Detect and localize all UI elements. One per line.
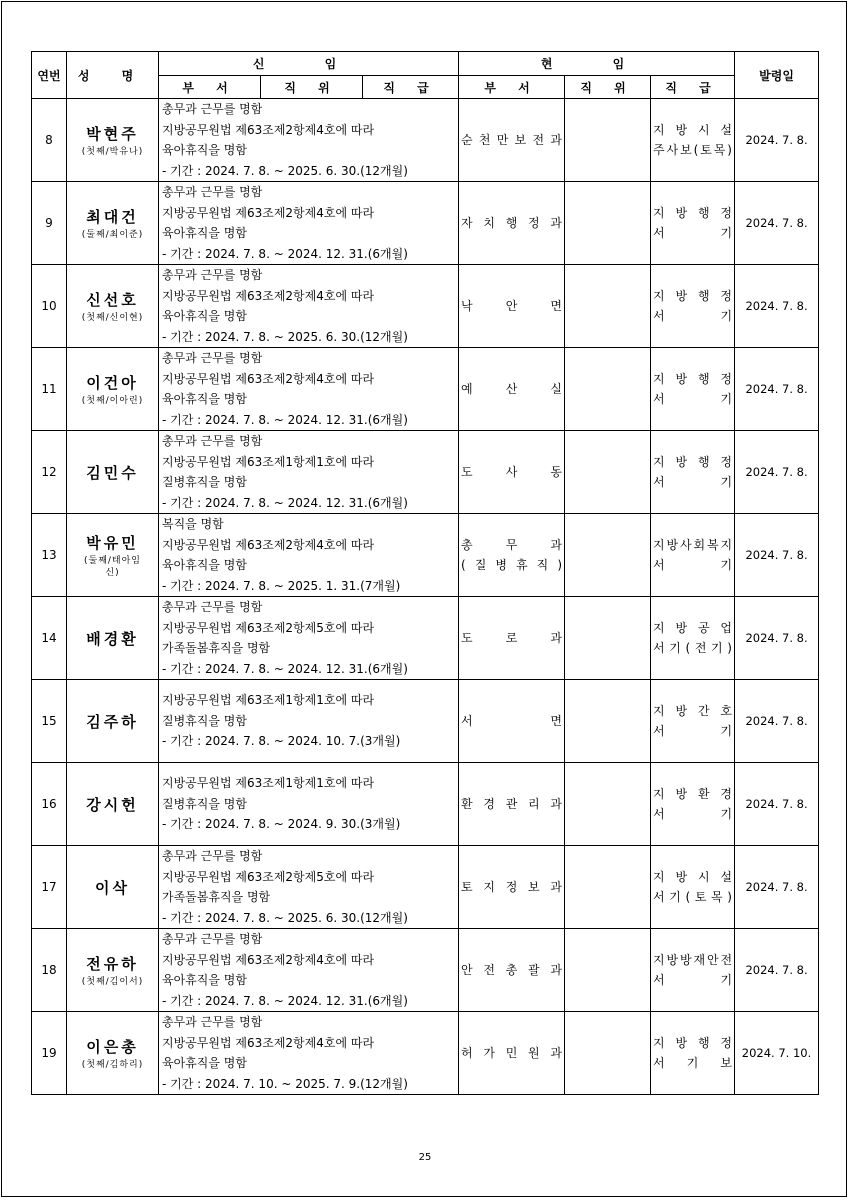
detail-line: - 기간 : 2024. 7. 8. ~ 2025. 1. 31.(7개월) — [162, 578, 401, 593]
header-new-grade: 직 급 — [363, 76, 459, 99]
person-note: (첫째/김이서) — [81, 976, 144, 987]
detail-line: 질병휴직을 명함 — [162, 475, 247, 489]
current-grade-line: 주 사 보 ( 토 목 ) — [653, 143, 732, 157]
appointment-date: 2024. 7. 8. — [735, 514, 819, 597]
person-cell — [67, 99, 159, 182]
new-appointment-details — [159, 265, 459, 348]
detail-line: 육아휴직을 명함 — [162, 973, 247, 987]
current-dept-line: 순 천 만 보 전 과 — [461, 133, 562, 147]
current-dept-line: 낙 안 면 — [461, 299, 563, 313]
detail-line: 총무과 근무를 명함 — [162, 1015, 263, 1029]
detail-line: 가족돌봄휴직을 명함 — [162, 641, 271, 655]
detail-line: 육아휴직을 명함 — [162, 226, 247, 240]
current-grade-line: 지 방 사 회 복 지 — [653, 538, 733, 552]
detail-line: 질병휴직을 명함 — [162, 713, 247, 728]
person-name: 전유하 — [86, 954, 139, 973]
person-cell — [67, 348, 159, 431]
person-note: (첫째/김하리) — [81, 1059, 144, 1070]
detail-line: 지방공무원법 제63조제1항제1호에 따라 — [162, 693, 375, 708]
detail-line: - 기간 : 2024. 7. 8. ~ 2024. 12. 31.(6개월) — [162, 412, 408, 427]
current-position — [565, 99, 651, 182]
row-number: 9 — [32, 182, 67, 265]
header-name: 성 명 — [67, 52, 159, 99]
detail-line: 지방공무원법 제63조제2항제4호에 따라 — [162, 1035, 375, 1050]
current-grade-line: 서 기 — [653, 973, 733, 987]
row-number: 13 — [32, 514, 67, 597]
current-grade — [651, 348, 735, 431]
current-grade-line: 지 방 공 업 — [653, 621, 733, 635]
current-position — [565, 1012, 651, 1095]
table-row — [32, 514, 819, 597]
person-name: 이건아 — [86, 373, 139, 392]
row-number: 16 — [32, 763, 67, 846]
table-row — [32, 348, 819, 431]
current-position — [565, 431, 651, 514]
current-grade-line: 지 방 행 정 — [653, 455, 733, 469]
person-note: (둘째/최이준) — [81, 229, 144, 240]
row-number: 18 — [32, 929, 67, 1012]
person-cell — [67, 929, 159, 1012]
appointment-date: 2024. 7. 8. — [735, 265, 819, 348]
detail-line: 지방공무원법 제63조제2항제5호에 따라 — [162, 620, 375, 635]
new-appointment-details — [159, 1012, 459, 1095]
detail-line: - 기간 : 2024. 7. 8. ~ 2024. 9. 30.(3개월) — [162, 817, 401, 832]
appointment-date: 2024. 7. 8. — [735, 99, 819, 182]
current-dept — [459, 431, 565, 514]
current-position — [565, 514, 651, 597]
current-dept-line: 자 치 행 정 과 — [461, 216, 562, 230]
person-name: 박현주 — [86, 124, 139, 143]
detail-line: 지방공무원법 제63조제2항제4호에 따라 — [162, 205, 375, 220]
header-new-group: 신 임 — [159, 52, 459, 76]
header-current-group: 현 임 — [459, 52, 735, 76]
detail-line: 지방공무원법 제63조제1항제1호에 따라 — [162, 776, 375, 791]
current-dept — [459, 182, 565, 265]
row-number: 19 — [32, 1012, 67, 1095]
page-number: 25 — [418, 1152, 432, 1163]
current-grade-line: 서 기 — [653, 309, 733, 323]
detail-line: 총무과 근무를 명함 — [162, 185, 263, 199]
appointment-date: 2024. 7. 8. — [735, 846, 819, 929]
current-dept — [459, 680, 565, 763]
current-grade — [651, 846, 735, 929]
current-dept — [459, 846, 565, 929]
detail-line: 가족돌봄휴직을 명함 — [162, 890, 271, 904]
new-appointment-details — [159, 514, 459, 597]
row-number: 15 — [32, 680, 67, 763]
row-number: 14 — [32, 597, 67, 680]
header-no: 연번 — [32, 52, 67, 99]
current-dept — [459, 99, 565, 182]
current-position — [565, 680, 651, 763]
current-grade-line: 지 방 행 정 — [653, 206, 733, 220]
table-row — [32, 1012, 819, 1095]
current-dept — [459, 763, 565, 846]
detail-line: 육아휴직을 명함 — [162, 1056, 247, 1070]
current-dept — [459, 265, 565, 348]
table-row — [32, 680, 819, 763]
new-appointment-details — [159, 431, 459, 514]
current-grade — [651, 597, 735, 680]
header-current-grade: 직 급 — [651, 76, 735, 99]
current-grade-line: 서 기 — [653, 724, 733, 738]
detail-line: 총무과 근무를 명함 — [162, 932, 263, 946]
person-cell — [67, 514, 159, 597]
detail-line: 지방공무원법 제63조제2항제5호에 따라 — [162, 869, 375, 884]
detail-line: - 기간 : 2024. 7. 8. ~ 2024. 12. 31.(6개월) — [162, 993, 408, 1008]
header-new-position: 직 위 — [261, 76, 363, 99]
current-dept-line: 도 사 동 — [461, 465, 563, 479]
current-grade-line: 서 기 — [653, 807, 733, 821]
person-cell — [67, 182, 159, 265]
detail-line: 총무과 근무를 명함 — [162, 268, 263, 282]
table-row — [32, 265, 819, 348]
detail-line: 지방공무원법 제63조제2항제4호에 따라 — [162, 952, 375, 967]
current-grade — [651, 431, 735, 514]
detail-line: - 기간 : 2024. 7. 8. ~ 2025. 6. 30.(12개월) — [162, 910, 408, 925]
new-appointment-details — [159, 99, 459, 182]
current-dept-line: 토 지 정 보 과 — [461, 880, 562, 894]
row-number: 17 — [32, 846, 67, 929]
person-cell — [67, 846, 159, 929]
current-dept-line: 도 로 과 — [461, 631, 563, 645]
appointment-date: 2024. 7. 8. — [735, 348, 819, 431]
new-appointment-details — [159, 846, 459, 929]
new-appointment-details — [159, 763, 459, 846]
current-grade — [651, 1012, 735, 1095]
current-dept — [459, 514, 565, 597]
table-row — [32, 929, 819, 1012]
current-grade-line: 지 방 시 설 — [653, 870, 733, 884]
table-row — [32, 431, 819, 514]
detail-line: 질병휴직을 명함 — [162, 796, 247, 811]
row-number: 10 — [32, 265, 67, 348]
current-dept-line: ( 질 병 휴 직 ) — [461, 558, 562, 572]
detail-line: 지방공무원법 제63조제2항제4호에 따라 — [162, 288, 375, 303]
person-cell — [67, 763, 159, 846]
current-grade-line: 서 기 — [653, 392, 733, 406]
person-name: 박유민 — [86, 533, 139, 552]
current-grade-line: 서 기 — [653, 226, 733, 240]
appointment-date: 2024. 7. 8. — [735, 597, 819, 680]
person-name: 이은총 — [86, 1037, 139, 1056]
appointment-date: 2024. 7. 8. — [735, 763, 819, 846]
table-row — [32, 846, 819, 929]
header-new-dept: 부 서 — [159, 76, 261, 99]
current-grade — [651, 265, 735, 348]
current-grade-line: 지 방 행 정 — [653, 289, 733, 303]
detail-line: 육아휴직을 명함 — [162, 309, 247, 323]
person-cell — [67, 265, 159, 348]
current-grade — [651, 680, 735, 763]
current-position — [565, 265, 651, 348]
current-dept — [459, 597, 565, 680]
current-position — [565, 597, 651, 680]
person-note: (첫째/박유나) — [81, 146, 144, 157]
detail-line: 육아휴직을 명함 — [162, 558, 247, 572]
current-dept — [459, 1012, 565, 1095]
person-name: 김주하 — [86, 712, 139, 731]
current-grade-line: 지 방 행 정 — [653, 1036, 733, 1050]
table-row — [32, 763, 819, 846]
current-dept-line: 예 산 실 — [461, 382, 563, 396]
current-dept-line: 서 면 — [461, 714, 563, 728]
row-number: 11 — [32, 348, 67, 431]
table-row — [32, 182, 819, 265]
current-grade — [651, 514, 735, 597]
current-position — [565, 763, 651, 846]
person-cell — [67, 597, 159, 680]
table-row — [32, 597, 819, 680]
current-dept-line: 총 무 과 — [461, 538, 563, 552]
person-note: (둘째/태아임신) — [83, 555, 141, 578]
current-grade — [651, 929, 735, 1012]
detail-line: 복직을 명함 — [162, 517, 224, 531]
current-grade-line: 지 방 행 정 — [653, 372, 733, 386]
current-position — [565, 929, 651, 1012]
detail-line: 육아휴직을 명함 — [162, 392, 247, 406]
detail-line: - 기간 : 2024. 7. 8. ~ 2024. 12. 31.(6개월) — [162, 661, 408, 676]
person-note: (첫째/신이현) — [81, 312, 144, 323]
header-current-dept: 부 서 — [459, 76, 565, 99]
detail-line: 지방공무원법 제63조제2항제4호에 따라 — [162, 371, 375, 386]
row-number: 12 — [32, 431, 67, 514]
header-date: 발령일 — [735, 52, 819, 99]
current-position — [565, 182, 651, 265]
current-grade-line: 서 기 ( 전 기 ) — [653, 641, 732, 655]
current-grade — [651, 763, 735, 846]
person-name: 이삭 — [95, 878, 130, 897]
appointment-date: 2024. 7. 8. — [735, 680, 819, 763]
current-position — [565, 348, 651, 431]
current-grade-line: 서 기 — [653, 558, 733, 572]
appointment-date: 2024. 7. 10. — [735, 1012, 819, 1095]
detail-line: - 기간 : 2024. 7. 8. ~ 2025. 6. 30.(12개월) — [162, 329, 408, 344]
person-name: 배경환 — [86, 629, 139, 648]
detail-line: - 기간 : 2024. 7. 8. ~ 2024. 12. 31.(6개월) — [162, 495, 408, 510]
current-grade-line: 서 기 — [653, 475, 733, 489]
new-appointment-details — [159, 182, 459, 265]
detail-line: - 기간 : 2024. 7. 8. ~ 2024. 12. 31.(6개월) — [162, 246, 408, 261]
person-cell — [67, 431, 159, 514]
detail-line: 총무과 근무를 명함 — [162, 600, 263, 614]
detail-line: 지방공무원법 제63조제2항제4호에 따라 — [162, 122, 375, 137]
detail-line: 육아휴직을 명함 — [162, 143, 247, 157]
current-dept — [459, 348, 565, 431]
current-grade-line: 지 방 환 경 — [653, 787, 733, 801]
current-dept-line: 허 가 민 원 과 — [461, 1046, 562, 1060]
person-note: (첫째/이아린) — [81, 395, 144, 406]
row-number: 8 — [32, 99, 67, 182]
current-grade-line: 서 기 ( 토 목 ) — [653, 890, 732, 904]
header-current-position: 직 위 — [565, 76, 651, 99]
table-row — [32, 99, 819, 182]
detail-line: 지방공무원법 제63조제1항제1호에 따라 — [162, 454, 375, 469]
detail-line: 총무과 근무를 명함 — [162, 102, 263, 116]
current-grade-line: 지 방 간 호 — [653, 704, 733, 718]
current-grade — [651, 99, 735, 182]
detail-line: 총무과 근무를 명함 — [162, 849, 263, 863]
current-grade-line: 서 기 보 — [653, 1056, 733, 1070]
current-grade-line: 지 방 방 재 안 전 — [653, 953, 733, 967]
appointment-date: 2024. 7. 8. — [735, 182, 819, 265]
current-dept — [459, 929, 565, 1012]
appointment-date: 2024. 7. 8. — [735, 929, 819, 1012]
new-appointment-details — [159, 929, 459, 1012]
detail-line: - 기간 : 2024. 7. 8. ~ 2024. 10. 7.(3개월) — [162, 734, 401, 749]
detail-line: - 기간 : 2024. 7. 8. ~ 2025. 6. 30.(12개월) — [162, 163, 408, 178]
current-dept-line: 환 경 관 리 과 — [461, 797, 562, 811]
appointment-date: 2024. 7. 8. — [735, 431, 819, 514]
current-grade — [651, 182, 735, 265]
detail-line: 총무과 근무를 명함 — [162, 434, 263, 448]
current-grade-line: 지 방 시 설 — [653, 123, 733, 137]
person-name: 김민수 — [86, 463, 139, 482]
current-position — [565, 846, 651, 929]
detail-line: 지방공무원법 제63조제2항제4호에 따라 — [162, 537, 375, 552]
person-name: 신선호 — [86, 290, 139, 309]
person-cell — [67, 1012, 159, 1095]
person-cell — [67, 680, 159, 763]
detail-line: - 기간 : 2024. 7. 10. ~ 2025. 7. 9.(12개월) — [162, 1076, 408, 1091]
new-appointment-details — [159, 680, 459, 763]
current-dept-line: 안 전 총 괄 과 — [461, 963, 562, 977]
new-appointment-details — [159, 348, 459, 431]
detail-line: 총무과 근무를 명함 — [162, 351, 263, 365]
new-appointment-details — [159, 597, 459, 680]
person-name: 강시헌 — [86, 795, 139, 814]
person-name: 최대건 — [86, 207, 139, 226]
appointment-table — [31, 51, 819, 1095]
